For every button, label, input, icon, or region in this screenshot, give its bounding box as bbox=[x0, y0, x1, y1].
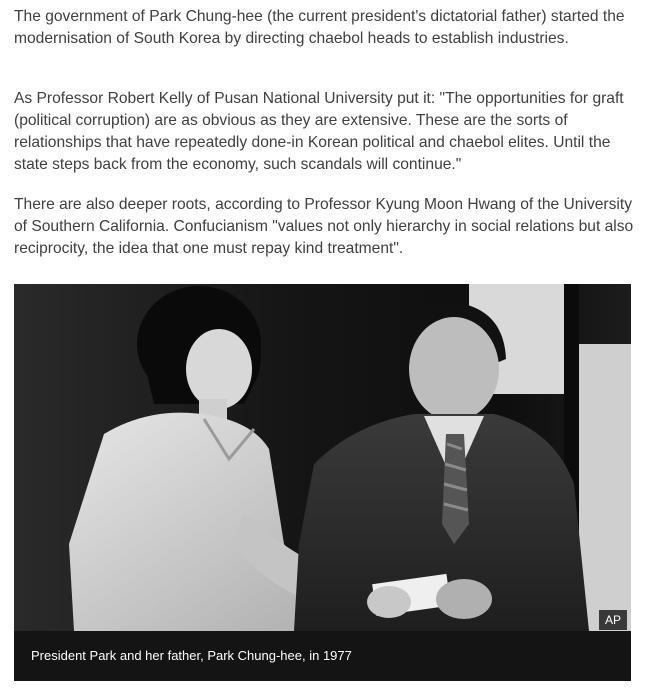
photo-park-and-father bbox=[14, 284, 631, 631]
photo-caption: President Park and her father, Park Chung-hee, in 1977 bbox=[31, 648, 352, 663]
paragraph-modernisation: The government of Park Chung-hee (the current president's dictatorial father) started the modernisation of South Korea by directing chaebol heads to establish industries. bbox=[14, 8, 625, 47]
paragraph-kelly-quote: As Professor Robert Kelly of Pusan National University put it: "The opportunities for graft (political corruption) are as obvious as they are extensive. These are the sorts of relationships that have repeatedly done-in Korean political and chaebol elites. Until the state steps back from the economy, such scandals will continue." bbox=[14, 90, 624, 173]
paragraph-confucianism: There are also deeper roots, according to Professor Kyung Moon Hwang of the University of Southern California. Confucianism "values not only hierarchy in social relations but also reciprocity, the idea that one must repay kind treatment". bbox=[14, 196, 634, 257]
article-figure bbox=[14, 284, 631, 681]
caption-bar bbox=[14, 631, 631, 681]
photo-credit-badge: AP bbox=[599, 610, 627, 630]
